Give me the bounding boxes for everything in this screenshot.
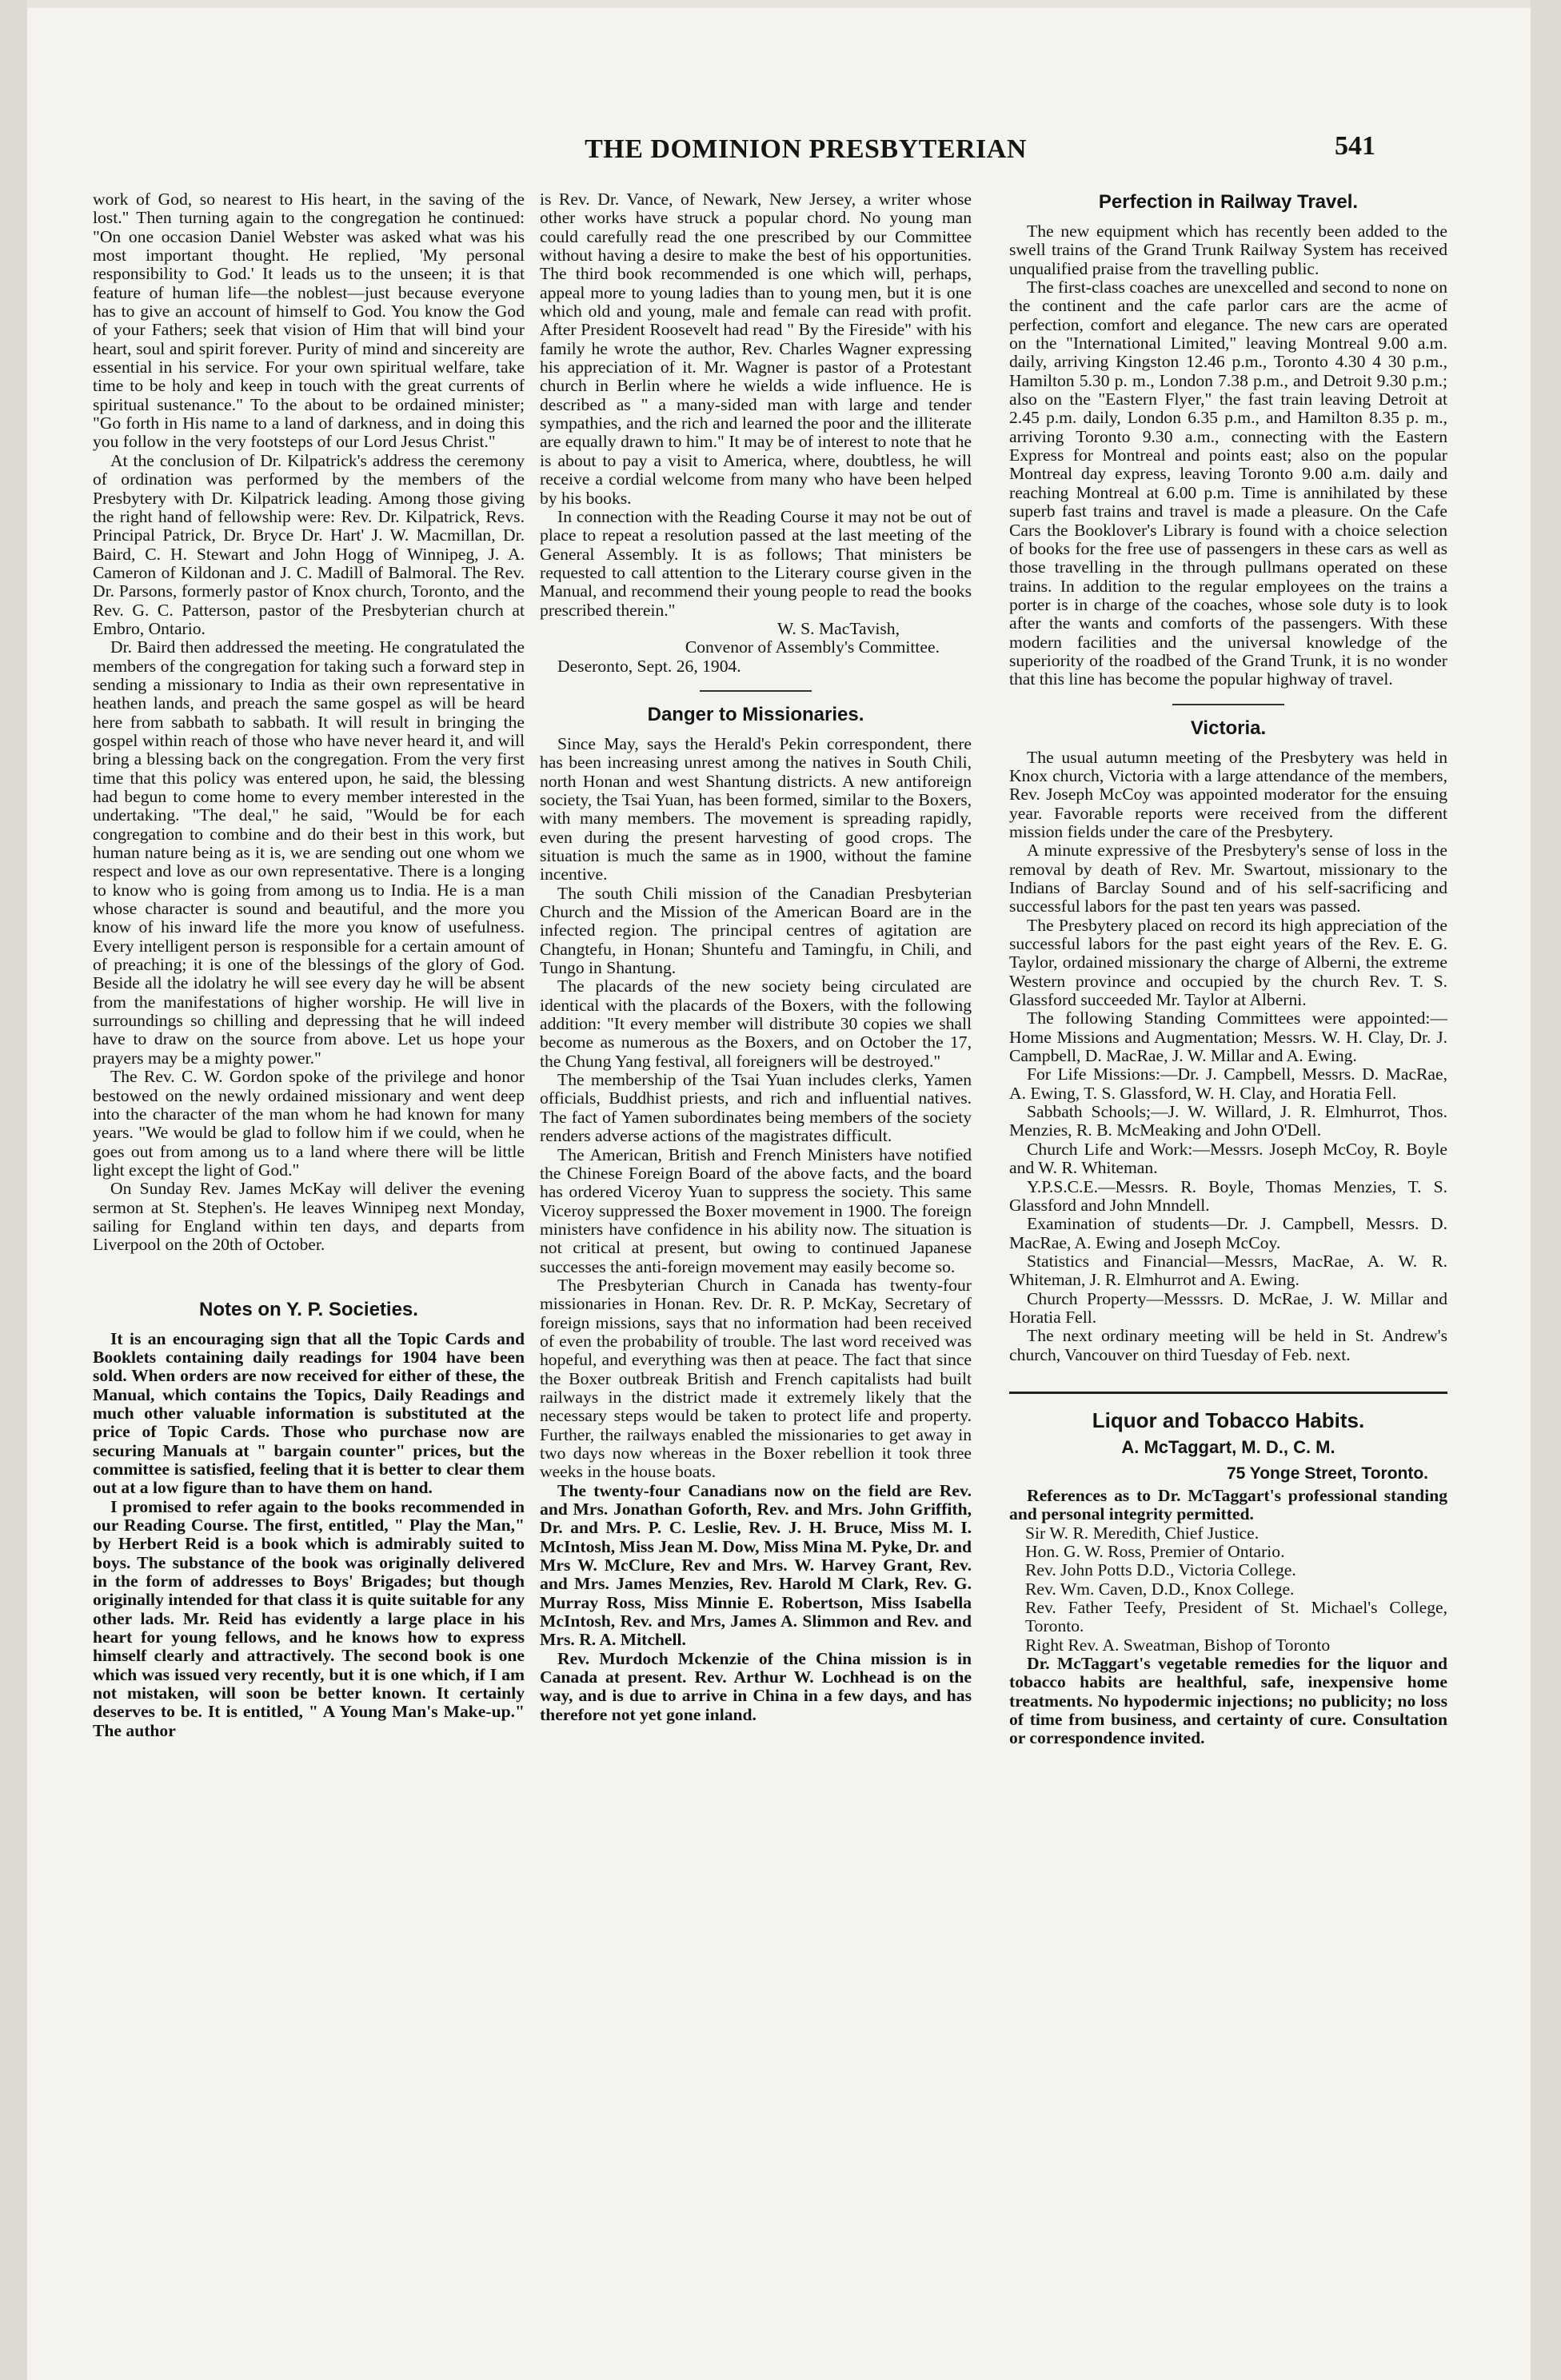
ad-reference: Rev. John Potts D.D., Victoria College.	[1025, 1560, 1296, 1580]
victoria-paragraph: The next ordinary meeting will be held in St. Andrew's church, Vancouver on third Tuesday of Feb. next.	[1009, 1326, 1447, 1364]
signature-title: Convenor of Assembly's Committee.	[685, 637, 940, 657]
article-paragraph: On Sunday Rev. James McKay will deliver the evening sermon at St. Stephen's. He leaves Winnipeg next Monday, sailing for England within ten days, and departs from Liverpool on the 20th of October.	[93, 1179, 525, 1255]
danger-paragraph: The south Chili mission of the Canadian Presbyterian Church and the Mission of the American Board are in the infected region. The principal centres of agitation are Changtefu, in Honan; Shuntefu and Tamingfu, in Chili, and Tungo in Shantung.	[540, 883, 972, 978]
victoria-paragraph: For Life Missions:—Dr. J. Campbell, Messrs. D. MacRae, A. Ewing, T. S. Glassford, W. H. Clay, and Horatia Fell.	[1009, 1064, 1447, 1103]
article-paragraph: In connection with the Reading Course it may not be out of place to repeat a resolution passed at the last meeting of the General Assembly. It is as follows; That ministers be requested to call attention to the Literary course given in the Manual, and recommend their young people to read the books prescribed therein."	[540, 506, 972, 620]
railway-paragraph: The new equipment which has recently been added to the swell trains of the Grand Trunk Railway System has received unqualified praise from the travelling public.	[1009, 222, 1447, 278]
running-title: THE DOMINION PRESBYTERIAN	[585, 134, 1027, 164]
danger-paragraph: The Presbyterian Church in Canada has twenty-four missionaries in Honan. Rev. Dr. R. P. McKay, Secretary of foreign missions, says that no information had been received of even the probability of trouble. The last word received was hopeful, and everything was then at peace. The fact that since the Boxer outbreak British and French capitalists had built railways in the district made it extremely likely that the necessary steps would be taken to protect life and property. Further, the railways enabled the missionaries to get away in two days now whereas in the Boxer rebellion it took three weeks in the house boats.	[540, 1275, 972, 1482]
ad-address: 75 Yonge Street, Toronto.	[1226, 1464, 1428, 1483]
signature-name: W. S. MacTavish,	[777, 618, 900, 638]
victoria-paragraph: The usual autumn meeting of the Presbytery was held in Knox church, Victoria with a large attendance of the members, Rev. Joseph McCoy was appointed moderator for the ensuing year. Favorable reports were received from the different mission fields under the care of the Presbytery.	[1009, 747, 1447, 841]
section-divider	[1172, 704, 1284, 705]
victoria-paragraph: The Presbytery placed on record its high appreciation of the successful labors for the past eight years of the Rev. E. G. Taylor, ordained missionary the charge of Alberni, the extreme Western province and occupied by the church Rev. T. S. Glassford succeeded Mr. Taylor at Alberni.	[1009, 915, 1447, 1010]
ad-reference: Hon. G. W. Ross, Premier of Ontario.	[1025, 1541, 1285, 1561]
railway-paragraph: The first-class coaches are unexcelled and second to none on the continent and the cafe parlor cars are the acme of perfection, comfort and elegance. The new cars are operated on the "International Limited," leaving Montreal 9.00 a.m. daily, arriving Kingston 12.46 p.m., Toronto 4.30 4 30 p.m., Hamilton 5.30 p. m., London 7.38 p.m., and Detroit 9.30 p.m.; also on the "Eastern Flyer," the fast train leaving Detroit at 2.45 p.m. daily, London 6.35 p.m., and Hamilton 8.35 p. m., arriving Toronto 9.30 a.m., connecting with the Eastern Express for Montreal and points east; also on the popular Montreal day express, leaving Toronto 9.00 a.m. daily and reaching Montreal at 6.00 p.m. Time is annihilated by these superb fast trains and travel is made a pleasure. On the Cafe Cars the Booklover's Library is found with a choice selection of books for the free use of passengers in these cars as well as those travelling in the through pullmans operated on these trains. In addition to the regular employees on the trains a porter is in charge of the coaches, whose sole duty is to look after the wants and comforts of the passengers. With these modern facilities and the universal knowledge of the superiority of the roadbed of the Grand Trunk, it is no wonder that this line has become the popular highway of travel.	[1009, 278, 1447, 689]
ad-reference: Rev. Wm. Caven, D.D., Knox College.	[1025, 1579, 1295, 1599]
column-3	[1009, 190, 1447, 1748]
victoria-paragraph: Church Property—Messsrs. D. McRae, J. W. Millar and Horatia Fell.	[1009, 1288, 1447, 1327]
victoria-paragraph: Church Life and Work:—Messrs. Joseph McCoy, R. Boyle and W. R. Whiteman.	[1009, 1139, 1447, 1178]
section-divider	[700, 690, 812, 692]
victoria-paragraph: Examination of students—Dr. J. Campbell, Messrs. D. MacRae, A. Ewing and Joseph McCoy.	[1009, 1214, 1447, 1252]
danger-paragraph: Since May, says the Herald's Pekin correspondent, there has been increasing unrest among the natives in South Chili, north Honan and west Shantung districts. A new antiforeign society, the Tsai Yuan, has been formed, similar to the Boxers, with many members. The movement is spreading rapidly, even during the present harvesting of good crops. The situation is much the same as in 1900, without the famine incentive.	[540, 733, 972, 885]
danger-paragraph: The American, British and French Ministers have notified the Chinese Foreign Board of the above facts, and the board has ordered Viceroy Yuan to suppress the society. This same Viceroy suppressed the Boxer movement in 1900. The foreign ministers have confidence in his ability now. The situation is not critical at present, but owing to continued Japanese successes the anti-foreign movement may easily become so.	[540, 1144, 972, 1276]
column-2	[540, 190, 972, 1724]
ad-reference: Rev. Father Teefy, President of St. Michael's College, Toronto.	[1025, 1598, 1447, 1636]
danger-paragraph: The twenty-four Canadians now on the field are Rev. and Mrs. Jonathan Goforth, Rev. and Mrs. John Griffith, Dr. and Mrs. P. C. Leslie, Rev. J. H. Bruce, Miss M. I. McIntosh, Miss Jean M. Dow, Miss Mina M. Pyke, Dr. and Mrs W. McClure, Rev and Mrs. W. Harvey Grant, Rev. and Mrs. James Menzies, Rev. Harold M Clark, Rev. G. Murray Ross, Miss Minnie E. Robertson, Miss Isabella McIntosh, Rev. and Mrs, James A. Slimmon and Rev. and Mrs. R. A. Mitchell.	[540, 1480, 972, 1650]
article-paragraph: At the conclusion of Dr. Kilpatrick's address the ceremony of ordination was performed by the members of the Presbytery with Dr. Kilpatrick leading. Among those giving the right hand of fellowship were: Rev. Dr. Kilpatrick, Revs. Principal Patrick, Dr. Bryce Dr. Hart' J. W. Macmillan, Dr. Baird, C. H. Stewart and John Hogg of Winnipeg, J. A. Cameron of Kildonan and J. C. Madill of Balmoral. The Rev. Dr. Parsons, formerly pastor of Knox church, Toronto, and the Rev. G. C. Patterson, pastor of the Presbyterian church at Embro, Ontario.	[93, 450, 525, 638]
article-paragraph: work of God, so nearest to His heart, in the saving of the lost." Then turning again to the congregation he continued: "On one occasion Daniel Webster was asked what was his most important thought. He replied, 'My personal responsibility to God.' It leads us to the unseen; it is that feature of human life—the noblest—just because everyone has to give an account of himself to God. You know the God of your Fathers; seek that vision of Him that will bind your heart, soul and spirit forever. Purity of mind and sincereity are essential in his service. For your own spiritual welfare, take time to be holy and keep in touch with the great currents of spiritual sustenance." To the about to be ordained minister; "Go forth in His name to a land of darkness, and in doing this you follow in the very footsteps of our Lord Jesus Christ."	[93, 190, 525, 452]
victoria-paragraph: Sabbath Schools;—J. W. Willard, J. R. Elmhurrot, Thos. Menzies, R. B. McMeaking and John O'Dell.	[1009, 1102, 1447, 1140]
page-number: 541	[1335, 131, 1375, 161]
ad-reference: Right Rev. A. Sweatman, Bishop of Toronto	[1025, 1635, 1331, 1655]
article-paragraph: The Rev. C. W. Gordon spoke of the privilege and honor bestowed on the newly ordained missionary and went deep into the character of the man whom he had known for many years. "We would be glad to follow him if we could, when he goes out from among us to a land where there will be little light except the light of God."	[93, 1067, 525, 1180]
notes-paragraph: I promised to refer again to the books recommended in our Reading Course. The first, entitled, " Play the Man," by Herbert Reid is a book which is admirably suited to boys. The substance of the book was originally delivered in the form of addresses to Boys' Brigades; but though originally intended for that class it is quite suitable for any other lads. Mr. Reid has evidently a large place in his heart for young fellows, and he knows how to express himself clearly and attractively. The second book is one which was issued very recently, but it is one which, if I am not mistaken, will soon be better known. It certainly deserves to be. It is entitled, " A Young Man's Make-up." The author	[93, 1496, 525, 1740]
notes-paragraph: It is an encouraging sign that all the Topic Cards and Booklets containing daily readings for 1904 have been sold. When orders are now received for either of these, the Manual, which contains the Topics, Daily Readings and much other valuable information is substituted at the price of Topic Cards. Those who purchase now are securing Manuals at " bargain counter" prices, but the committee is satisfied, feeling that it is better to clear them out at a low figure than to have them on hand.	[93, 1328, 525, 1498]
railway-heading: Perfection in Railway Travel.	[1098, 191, 1359, 213]
danger-paragraph: The placards of the new society being circulated are identical with the placards of the Boxers, with the following addition: "It every member will distribute 30 copies we shall become as numerous as the Boxers, and on October the 17, the Chung Yang festival, all foreigners will be destroyed."	[540, 976, 972, 1071]
scan-margin-right	[1531, 0, 1561, 2380]
danger-paragraph: Rev. Murdoch Mckenzie of the China mission is in Canada at present. Rev. Arthur W. Lochhead is on the way, and is due to arrive in China in a few days, and has therefore not yet gone inland.	[540, 1648, 972, 1724]
page-header	[204, 131, 1407, 174]
dateline: Deseronto, Sept. 26, 1904.	[557, 656, 741, 676]
danger-heading: Danger to Missionaries.	[647, 703, 864, 725]
victoria-paragraph: A minute expressive of the Presbytery's sense of loss in the removal by death of Rev. Mr. Swartout, missionary to the Indians of Barclay Sound and of his self-sacrificing and successful labors for the past ten years was passed.	[1009, 841, 1447, 916]
ad-closing: Dr. McTaggart's vegetable remedies for the liquor and tobacco habits are healthful, safe, inexpensive home treatments. No hypodermic injections; no publicity; no loss of time from business, and certainty of cure. Consultation or correspondence invited.	[1009, 1654, 1447, 1748]
victoria-heading: Victoria.	[1190, 717, 1267, 739]
article-paragraph: Dr. Baird then addressed the meeting. He congratulated the members of the congregation for taking such a forward step in sending a missionary to India as their own representative in heathen lands, and preach the same gospel as will be heard here from sabbath to sabbath. It will result in bringing the gospel within reach of those who have never heard it, and will bring a blessing back on the congregation. From the very first time that this policy was entered upon, he said, the blessing had begun to come home to every member interested in the undertaking. "The deal," he said, "Would be for each congregation to combine and do their best in this work, but human nature being as it is, we are sending out one whom we respect and love as our own representative. There is a longing to know who is going from among us to India. He is a man whose character is sound and beautiful, and the more you know of his inward life the more you know of usefulness. Every intelligent person is responsible for a certain amount of of preaching; it is one of the blessings of the glory of God. Beside all the idolatry he will see every day he will be absent from the manifestations of higher worship. He will live in surroundings so chilling and depressing that he will indeed have to draw on the source from above. Let us hope your prayers may be a mighty power."	[93, 637, 525, 1068]
victoria-paragraph: The following Standing Committees were appointed:— Home Missions and Augmentation; Messrs. W. H. Clay, Dr. J. Campbell, D. MacRae, J. W. Millar and A. Ewing.	[1009, 1008, 1447, 1066]
notes-heading: Notes on Y. P. Societies.	[199, 1298, 418, 1320]
victoria-paragraph: Statistics and Financial—Messrs, MacRae, A. W. R. Whiteman, J. R. Elmhurrot and A. Ewing.	[1009, 1251, 1447, 1290]
ad-reference: Sir W. R. Meredith, Chief Justice.	[1025, 1523, 1260, 1543]
ad-doctor-name: A. McTaggart, M. D., C. M.	[1121, 1436, 1335, 1457]
scan-top-edge	[27, 0, 1531, 8]
ad-title: Liquor and Tobacco Habits.	[1092, 1408, 1365, 1432]
danger-paragraph: The membership of the Tsai Yuan includes clerks, Yamen officials, Buddhist priests, and rich and influential natives. The fact of Yamen subordinates being members of the society renders adverse actions of the magistrates difficult.	[540, 1070, 972, 1146]
ad-intro: References as to Dr. McTaggart's professional standing and personal integrity permitted.	[1009, 1485, 1447, 1524]
victoria-paragraph: Y.P.S.C.E.—Messrs. R. Boyle, Thomas Menzies, T. S. Glassford and John Mnndell.	[1009, 1176, 1447, 1215]
column-1	[93, 190, 525, 1740]
scan-margin-left	[0, 0, 27, 2380]
article-paragraph: is Rev. Dr. Vance, of Newark, New Jersey, a writer whose other works have struck a popular chord. No young man could carefully read the one prescribed by our Committee without having a desire to make the best of his opportunities. The third book recommended is one which will, perhaps, appeal more to young ladies than to young men, but it is one which old and young, male and female can read with profit. After President Roosevelt had read " By the Fireside" with his family he wrote the author, Rev. Charles Wagner expressing his appreciation of it. Mr. Wagner is pastor of a Protestant church in Berlin where he wields a wide influence. He is described as " a many-sided man with large and tender sympathies, and the rich and learned the poor and the illiterate are equally drawn to him." It may be of interest to note that he is about to pay a visit to America, where, doubtless, he will receive a cordial welcome from many who have been helped by his books.	[540, 190, 972, 508]
advertisement	[1009, 1392, 1447, 1748]
